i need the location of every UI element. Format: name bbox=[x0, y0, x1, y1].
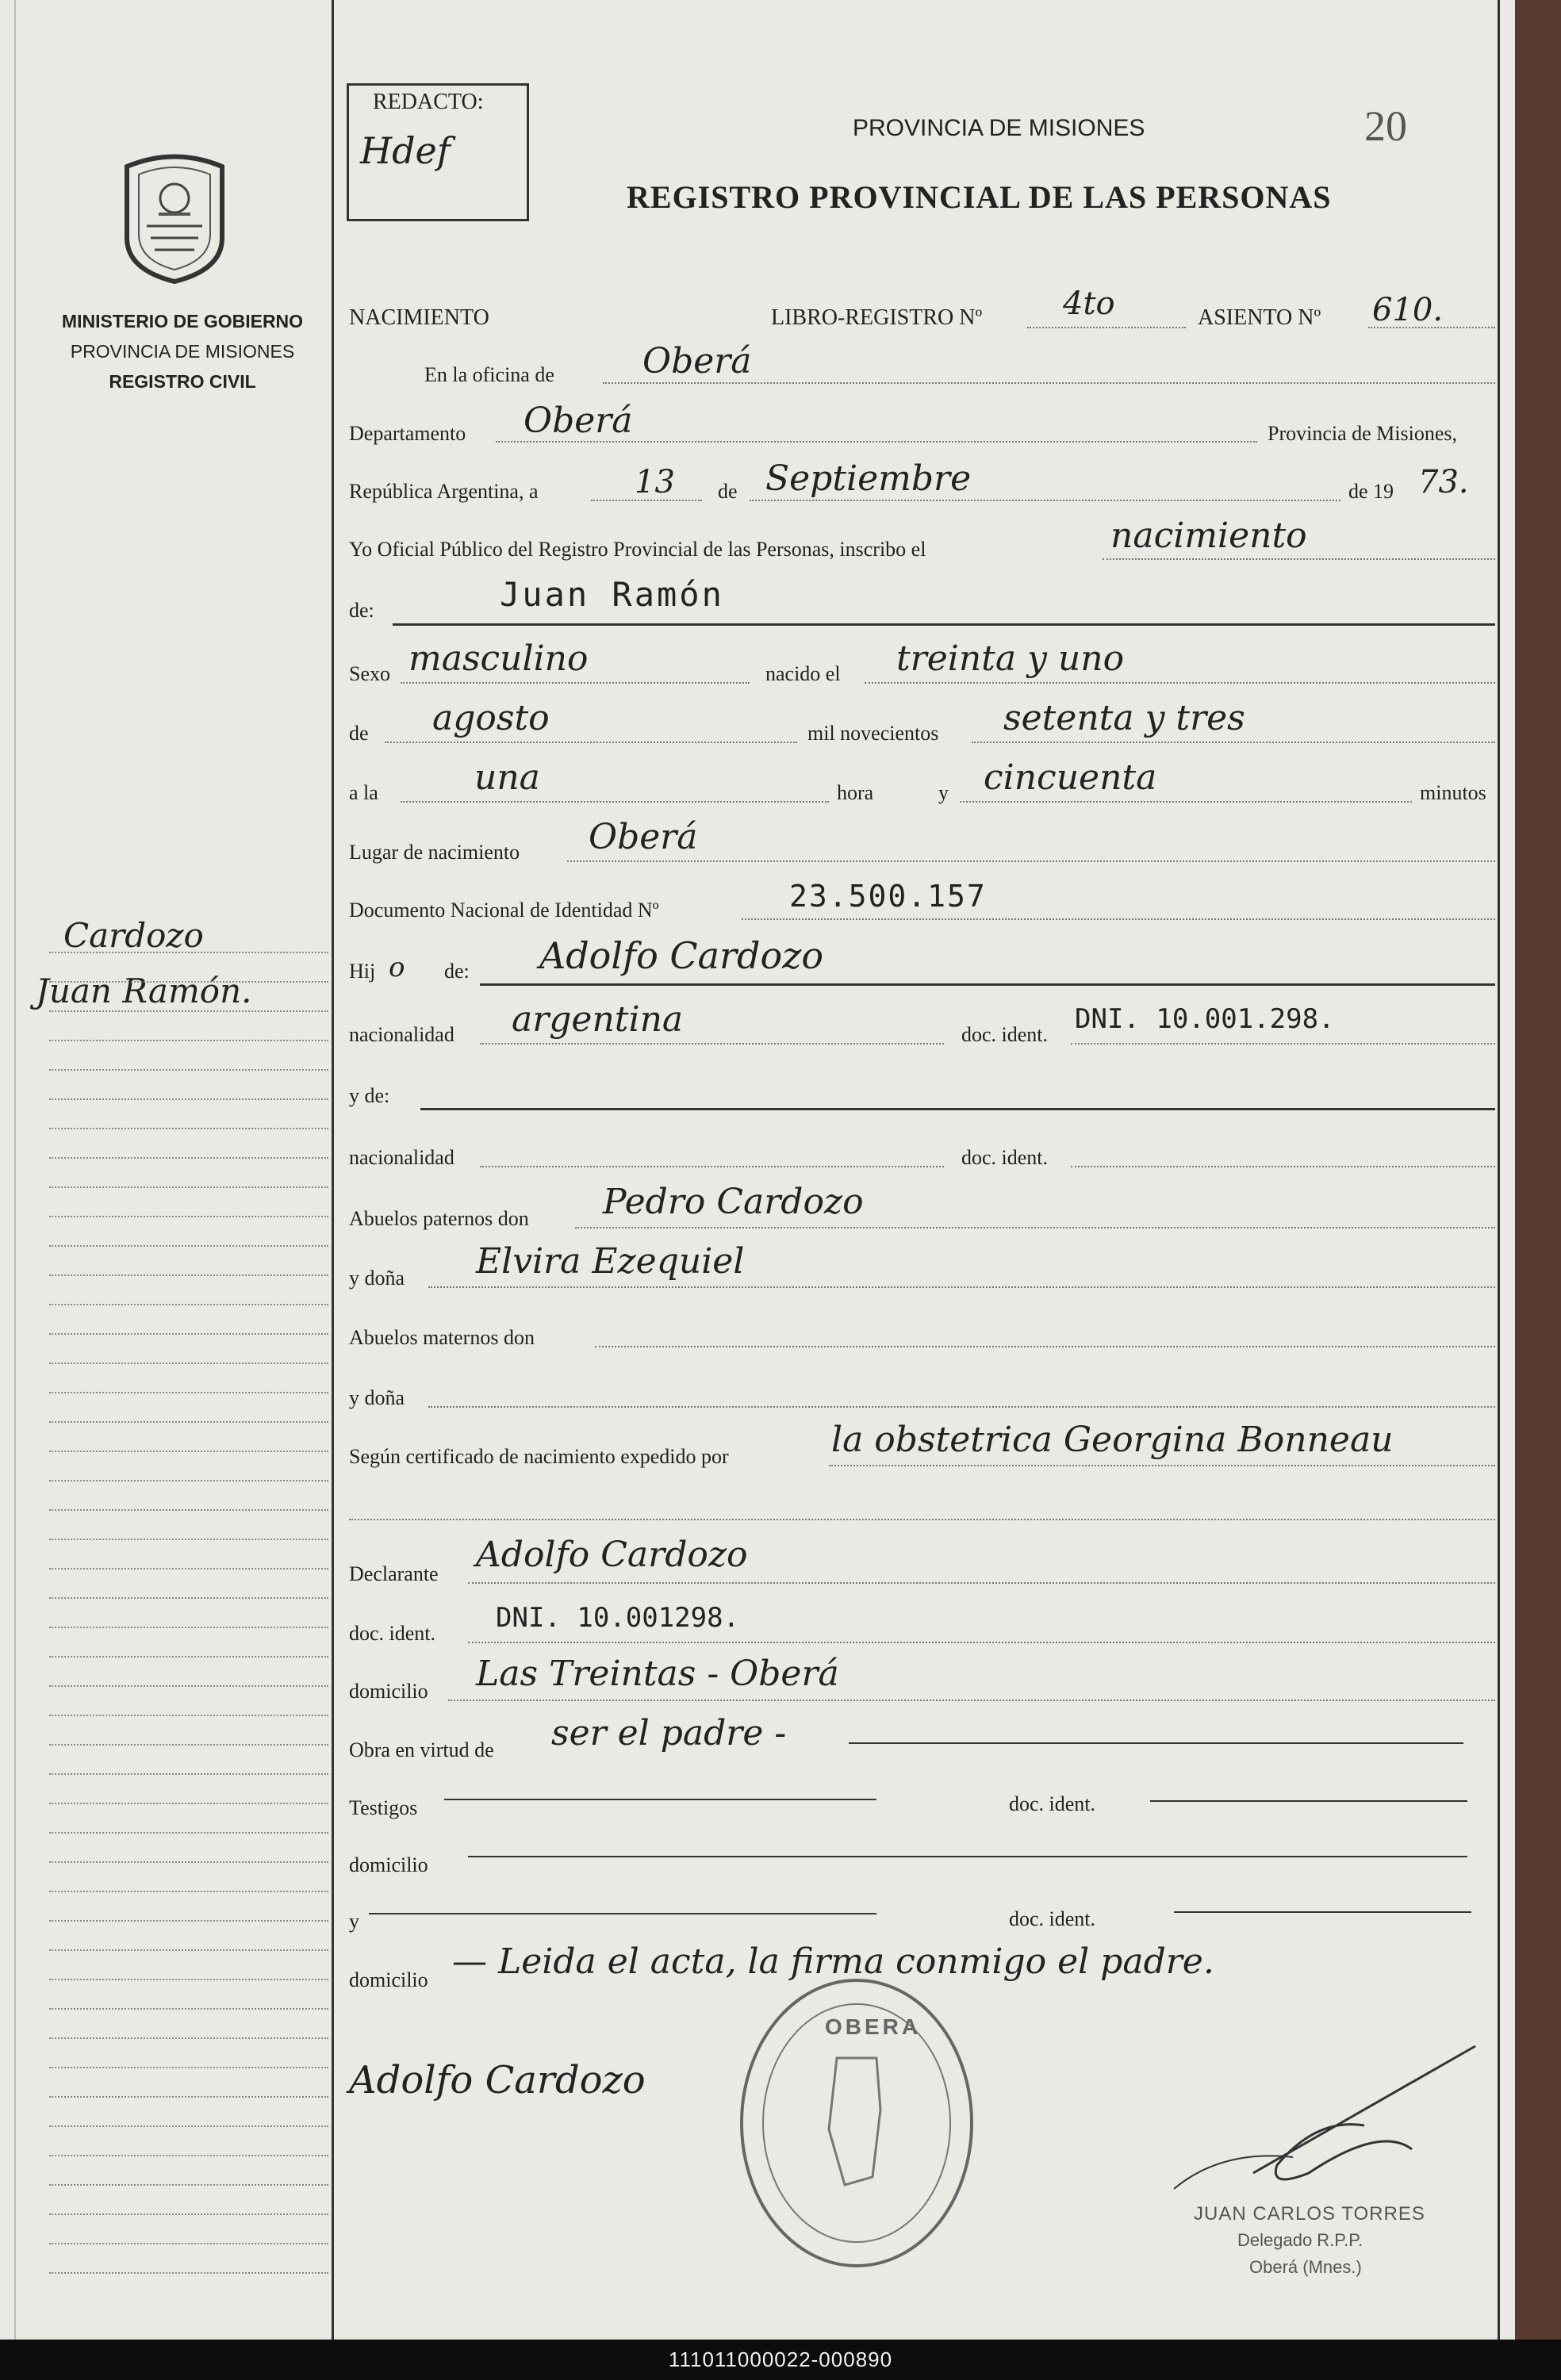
abuelo-paterno-line bbox=[575, 1227, 1495, 1228]
year-label: de 19 bbox=[1348, 480, 1394, 503]
scan-identifier: 111011000022-000890 bbox=[0, 2340, 1561, 2380]
sexo-line bbox=[401, 682, 750, 684]
margin-rule-line bbox=[49, 1568, 328, 1569]
lugar-value: Oberá bbox=[589, 817, 698, 857]
margin-rule-line bbox=[49, 1861, 328, 1863]
lugar-label: Lugar de nacimiento bbox=[349, 841, 520, 864]
y-label: y bbox=[938, 781, 949, 804]
testigo-1-line bbox=[444, 1799, 876, 1800]
testigos-label: Testigos bbox=[349, 1796, 418, 1819]
margin-rule-line bbox=[49, 2213, 328, 2215]
obra-value: ser el padre - bbox=[551, 1713, 787, 1753]
libro-label: LIBRO-REGISTRO Nº bbox=[771, 305, 983, 330]
abuela-materna-line bbox=[428, 1406, 1495, 1408]
mil-label: mil novecientos bbox=[807, 722, 939, 745]
provincia-label: Provincia de Misiones, bbox=[1268, 422, 1458, 445]
a-la-label: a la bbox=[349, 781, 378, 804]
month-value: Septiembre bbox=[765, 458, 972, 499]
margin-rule-line bbox=[49, 1186, 328, 1188]
declarante-value: Adolfo Cardozo bbox=[476, 1535, 748, 1575]
certificado-line bbox=[829, 1465, 1495, 1466]
hora-label: hora bbox=[837, 781, 874, 804]
declarante-doc-value: DNI. 10.001298. bbox=[496, 1602, 740, 1634]
mother-nationality-label: nacionalidad bbox=[349, 1146, 454, 1169]
declarante-line bbox=[468, 1582, 1495, 1584]
margin-rule-line bbox=[49, 1949, 328, 1951]
margin-rule-line bbox=[49, 1685, 328, 1687]
margin-surname: Cardozo bbox=[63, 916, 204, 955]
testigo-2-domicilio-label: domicilio bbox=[349, 1968, 428, 1991]
hijo-suffix: o bbox=[389, 952, 405, 983]
libro-value: 4to bbox=[1063, 286, 1115, 322]
nacido-value: treinta y uno bbox=[896, 638, 1125, 679]
margin-rule-line bbox=[49, 1392, 328, 1393]
margin-rule-line bbox=[49, 1362, 328, 1364]
departamento-line bbox=[496, 441, 1257, 443]
certificado-line-2 bbox=[349, 1519, 1495, 1520]
registry-office: REGISTRO CIVIL bbox=[109, 371, 256, 392]
yo-oficial-label: Yo Oficial Público del Registro Provincial de las Personas, inscribo el bbox=[349, 538, 926, 561]
father-doc-label: doc. ident. bbox=[961, 1023, 1049, 1046]
father-nationality-line bbox=[480, 1043, 944, 1044]
margin-rule-line bbox=[49, 2037, 328, 2039]
official-title: Delegado R.P.P. bbox=[1237, 2230, 1363, 2250]
declarante-doc-line bbox=[468, 1642, 1495, 1643]
father-doc-line bbox=[1071, 1043, 1495, 1044]
closing-statement: — Leida el acta, la firma conmigo el padre. bbox=[452, 1941, 1214, 1982]
official-place: Oberá (Mnes.) bbox=[1249, 2257, 1362, 2277]
margin-rule-line bbox=[49, 1803, 328, 1804]
hour-value: una bbox=[474, 757, 540, 798]
testigo-1-domicilio-line bbox=[468, 1856, 1467, 1857]
registry-title: REGISTRO PROVINCIAL DE LAS PERSONAS bbox=[627, 179, 1332, 215]
margin-rule-line bbox=[49, 1480, 328, 1481]
father-line bbox=[480, 983, 1495, 986]
oficina-value: Oberá bbox=[642, 341, 752, 381]
margin-rule-line bbox=[49, 2272, 328, 2274]
libro-line bbox=[1027, 327, 1186, 328]
mother-doc-label: doc. ident. bbox=[961, 1146, 1049, 1169]
abuela-paterna-value: Elvira Ezequiel bbox=[476, 1241, 745, 1282]
testigo-2-doc-label: doc. ident. bbox=[1009, 1907, 1096, 1930]
declarant-signature: Adolfo Cardozo bbox=[349, 2058, 646, 2102]
birth-year-value: setenta y tres bbox=[1003, 698, 1245, 738]
testigo-1-domicilio-label: domicilio bbox=[349, 1853, 428, 1876]
birth-month-line bbox=[385, 742, 797, 743]
margin-divider bbox=[332, 0, 334, 2340]
de-label: de bbox=[718, 480, 738, 503]
redacto-label: REDACTO: bbox=[373, 90, 484, 114]
header-province: PROVINCIA DE MISIONES bbox=[853, 115, 1145, 141]
margin-rule-line bbox=[49, 1715, 328, 1716]
page-edge-line bbox=[14, 0, 16, 2340]
declarante-label: Declarante bbox=[349, 1562, 439, 1585]
departamento-value: Oberá bbox=[524, 400, 633, 441]
obra-label: Obra en virtud de bbox=[349, 1738, 494, 1761]
de-month-label: de bbox=[349, 722, 369, 745]
domicilio-label: domicilio bbox=[349, 1680, 428, 1703]
nacido-line bbox=[865, 682, 1495, 684]
certificado-label: Según certificado de nacimiento expedido por bbox=[349, 1445, 729, 1468]
abuela-paterna-label: y doña bbox=[349, 1267, 405, 1290]
abuelos-maternos-label: Abuelos maternos don bbox=[349, 1326, 535, 1349]
official-name: JUAN CARLOS TORRES bbox=[1194, 2203, 1425, 2225]
margin-given-names: Juan Ramón. bbox=[36, 972, 252, 1010]
hijo-label: Hij bbox=[349, 960, 376, 983]
margin-rule-line bbox=[49, 1979, 328, 1980]
month-line bbox=[750, 500, 1340, 501]
margin-rule-line bbox=[49, 1891, 328, 1892]
abuelos-paternos-label: Abuelos paternos don bbox=[349, 1207, 529, 1230]
abuelo-paterno-value: Pedro Cardozo bbox=[603, 1182, 864, 1222]
right-border bbox=[1498, 0, 1500, 2340]
official-stamp bbox=[734, 1971, 980, 2276]
mother-nationality-line bbox=[480, 1166, 944, 1167]
sexo-value: masculino bbox=[408, 638, 589, 679]
de-name-label: de: bbox=[349, 599, 374, 622]
domicilio-line bbox=[448, 1700, 1495, 1701]
year-value: 73. bbox=[1418, 464, 1469, 500]
dni-line bbox=[742, 918, 1495, 920]
lugar-line bbox=[567, 860, 1495, 862]
margin-rule-line bbox=[49, 1245, 328, 1247]
margin-rule-line bbox=[49, 2125, 328, 2127]
stamp-text: OBERA bbox=[825, 2014, 922, 2039]
minutes-line bbox=[960, 801, 1412, 803]
abuelo-materno-line bbox=[595, 1346, 1495, 1347]
margin-rule-line bbox=[49, 1744, 328, 1746]
father-nationality-value: argentina bbox=[512, 999, 684, 1040]
certificado-value: la obstetrica Georgina Bonneau bbox=[831, 1420, 1394, 1460]
redacto-box bbox=[347, 83, 529, 221]
dni-value: 23.500.157 bbox=[789, 879, 987, 914]
sexo-label: Sexo bbox=[349, 662, 390, 685]
oficina-label: En la oficina de bbox=[424, 363, 554, 386]
hour-line bbox=[401, 801, 829, 803]
margin-rule-line bbox=[49, 1304, 328, 1305]
minutos-label: minutos bbox=[1420, 781, 1486, 804]
father-nationality-label: nacionalidad bbox=[349, 1023, 454, 1046]
margin-rule-line bbox=[49, 2155, 328, 2156]
margin-rule-line bbox=[49, 2008, 328, 2010]
official-signature bbox=[1158, 2030, 1491, 2205]
day-value: 13 bbox=[635, 464, 675, 500]
margin-rule-line bbox=[49, 1098, 328, 1100]
margin-rule-line bbox=[49, 1274, 328, 1276]
margin-rule-line bbox=[49, 2067, 328, 2068]
registry-seal bbox=[119, 151, 230, 286]
declarante-doc-label: doc. ident. bbox=[349, 1622, 436, 1645]
nacimiento-label: NACIMIENTO bbox=[349, 305, 489, 330]
birth-month-value: agosto bbox=[432, 698, 550, 738]
father-doc-value: DNI. 10.001.298. bbox=[1075, 1003, 1335, 1035]
obra-strike-line bbox=[849, 1742, 1463, 1744]
ministry-name: MINISTERIO DE GOBIERNO bbox=[61, 311, 304, 332]
testigo-1-doc-line bbox=[1150, 1800, 1467, 1802]
margin-rule-line bbox=[49, 981, 328, 983]
mother-line bbox=[420, 1108, 1495, 1110]
name-line bbox=[393, 623, 1495, 626]
margin-rule-line bbox=[49, 1597, 328, 1599]
minutes-value: cincuenta bbox=[984, 757, 1157, 798]
margin-rule-line bbox=[49, 2184, 328, 2186]
abuela-paterna-line bbox=[428, 1286, 1495, 1288]
margin-rule-line bbox=[49, 1539, 328, 1540]
margin-rule-line bbox=[49, 1157, 328, 1159]
hijo-de-label: de: bbox=[444, 960, 470, 983]
asiento-value: 610. bbox=[1372, 292, 1444, 328]
margin-rule-line bbox=[49, 1451, 328, 1452]
margin-rule-line bbox=[49, 1216, 328, 1217]
margin-rule-line bbox=[49, 2096, 328, 2098]
margin-rule-line bbox=[49, 1421, 328, 1423]
y-de-label: y de: bbox=[349, 1084, 390, 1107]
testigo-2-line bbox=[369, 1913, 876, 1914]
yo-oficial-value: nacimiento bbox=[1110, 515, 1307, 556]
margin-rule-line bbox=[49, 1773, 328, 1775]
nacido-label: nacido el bbox=[765, 662, 841, 685]
redacto-initials: Hdef bbox=[360, 129, 451, 172]
page-number: 20 bbox=[1364, 102, 1407, 150]
name-value: Juan Ramón bbox=[500, 575, 724, 614]
testigo-2-doc-line bbox=[1174, 1911, 1471, 1913]
abuela-materna-label: y doña bbox=[349, 1386, 405, 1409]
dni-label: Documento Nacional de Identidad Nº bbox=[349, 899, 659, 922]
asiento-label: ASIENTO Nº bbox=[1198, 305, 1321, 330]
father-value: Adolfo Cardozo bbox=[539, 934, 824, 977]
margin-rule-line bbox=[49, 1010, 328, 1012]
margin-rule-line bbox=[49, 1040, 328, 1041]
margin-rule-line bbox=[49, 1333, 328, 1335]
sidebar-province: PROVINCIA DE MISIONES bbox=[70, 341, 295, 362]
departamento-label: Departamento bbox=[349, 422, 466, 445]
margin-rule-line bbox=[49, 1656, 328, 1658]
margin-rule-line bbox=[49, 1920, 328, 1922]
margin-rule-line bbox=[49, 1509, 328, 1511]
oficina-line bbox=[603, 382, 1495, 384]
margin-rule-line bbox=[49, 1627, 328, 1628]
margin-rule-line bbox=[49, 952, 328, 953]
birth-year-line bbox=[972, 742, 1495, 743]
domicilio-value: Las Treintas - Oberá bbox=[476, 1654, 839, 1694]
margin-rule-line bbox=[49, 2243, 328, 2244]
margin-rule-line bbox=[49, 1069, 328, 1071]
mother-doc-line bbox=[1071, 1166, 1495, 1167]
margin-rule-line bbox=[49, 1832, 328, 1834]
yo-oficial-line bbox=[1103, 558, 1495, 560]
republica-label: República Argentina, a bbox=[349, 480, 539, 503]
binding-edge bbox=[1515, 0, 1561, 2340]
testigo-1-doc-label: doc. ident. bbox=[1009, 1792, 1096, 1815]
margin-rule-line bbox=[49, 1128, 328, 1129]
testigo-2-label: y bbox=[349, 1910, 359, 1933]
